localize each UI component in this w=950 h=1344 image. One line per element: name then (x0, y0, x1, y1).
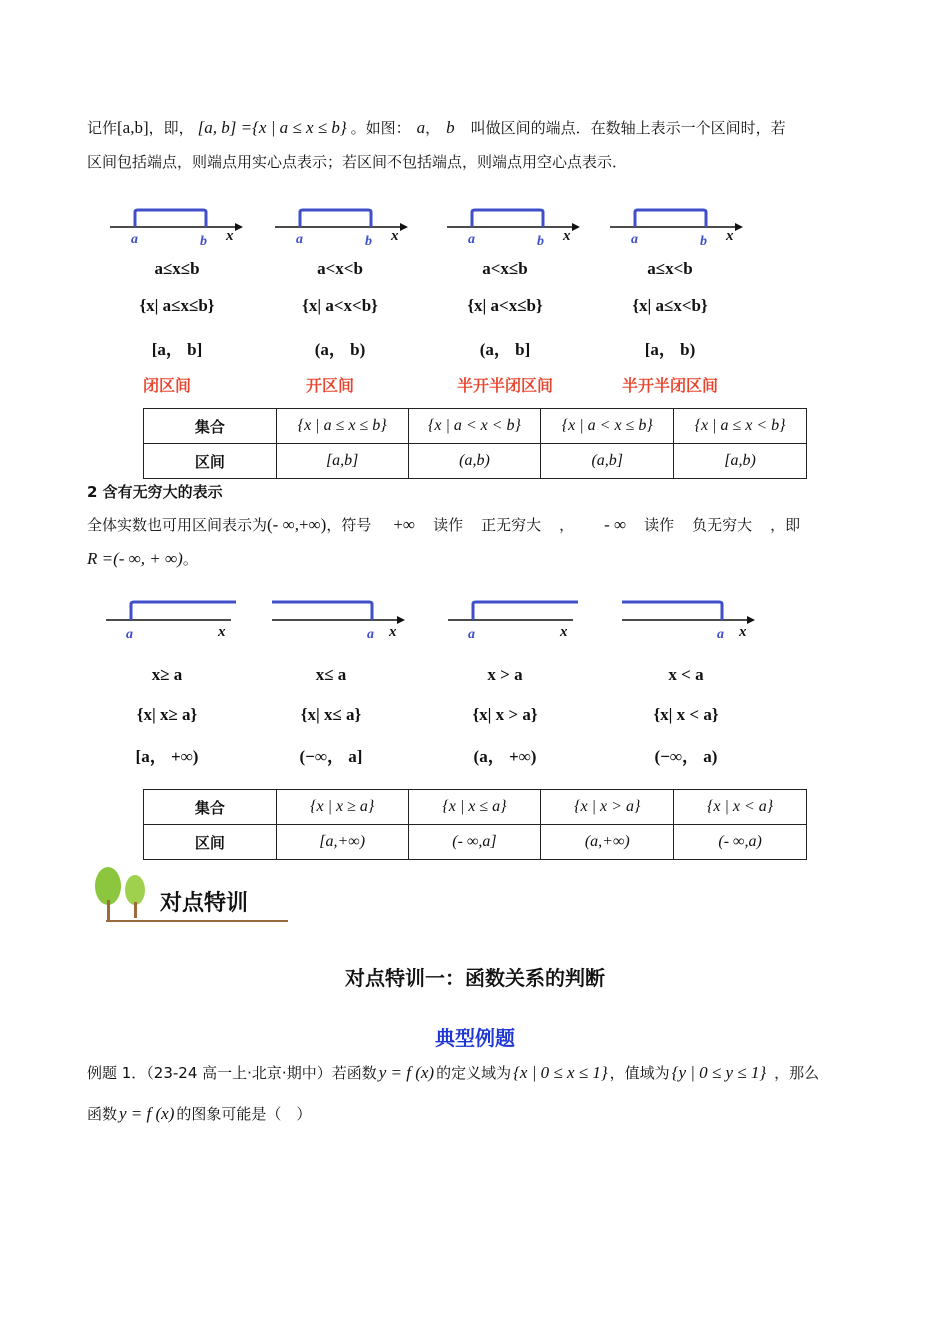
range-expr: {y | 0 ≤ y ≤ 1} (671, 1063, 767, 1082)
ray-bracket (473, 602, 578, 620)
interval-label: (−∞， a] (299, 747, 363, 766)
endpoint-a: a (416, 118, 426, 137)
ray-bracket (131, 602, 236, 620)
example-heading: 典型例题 (435, 1026, 515, 1050)
intro-line-2: 区间包括端点，则端点用实心点表示；若区间不包括端点，则端点用空心点表示． (87, 153, 628, 171)
text: 全体实数也可用区间表示为 (87, 516, 268, 534)
label-x: x (739, 624, 747, 640)
axis-arrow (735, 223, 743, 231)
table-cell: (a,b) (408, 444, 541, 479)
table-cell: {x | a ≤ x < b} (674, 409, 807, 444)
ray-bracket (272, 602, 372, 620)
finite-number-lines (100, 200, 760, 260)
function-expr: y = f (x) (119, 1104, 175, 1123)
row-label: 区间 (144, 444, 277, 479)
intro-line-1 (87, 117, 786, 139)
section-title: 对点特训一：函数关系的判断 (345, 966, 605, 990)
number-line-2 (275, 210, 408, 249)
inequality-label: a≤x<b (647, 259, 693, 278)
label-x: x (560, 624, 568, 640)
text: 的图象可能是（ ） (176, 1105, 312, 1123)
number-line-inf-3 (448, 602, 578, 642)
number-line-4 (610, 210, 743, 249)
interval-name: 开区间 (305, 376, 354, 395)
interval-label: (a， +∞) (473, 747, 537, 766)
label-b: b (200, 234, 207, 249)
table-cell: {x | x > a} (541, 790, 674, 825)
table-cell: (- ∞,a) (674, 825, 807, 860)
number-line-1 (110, 210, 243, 249)
interval-bracket (135, 210, 206, 227)
banner-underline (106, 920, 288, 922)
infinite-number-lines (100, 590, 760, 650)
table-cell: [a,b] (276, 444, 408, 479)
table-cell: {x | x ≤ a} (408, 790, 541, 825)
text: ，即 (770, 516, 801, 534)
section2-line-2 (87, 548, 198, 570)
text: 例题 1．（23-24 高一上·北京·期中）若函数 (87, 1064, 377, 1082)
axis-arrow (572, 223, 580, 231)
set-label: {x| x≤ a} (300, 705, 362, 724)
interval-expr: [a,b] (117, 118, 149, 137)
table-cell: {x | a < x < b} (408, 409, 541, 444)
table-cell: {x | x ≥ a} (276, 790, 408, 825)
symbol: - ∞ (604, 515, 627, 534)
symbol: +∞ (393, 515, 416, 534)
interval-label: (−∞， a) (654, 747, 718, 766)
number-line-3 (447, 210, 580, 249)
interval-expr: (- ∞,+∞) (267, 515, 327, 534)
label-b: b (537, 234, 544, 249)
section-heading: 2 含有无穷大的表示 (87, 483, 223, 501)
domain-expr: {x | 0 ≤ x ≤ 1} (513, 1063, 608, 1082)
axis-arrow (397, 616, 405, 624)
table-cell: (a,+∞) (541, 825, 674, 860)
label-x: x (389, 624, 397, 640)
inequality-label: a≤x≤b (154, 259, 200, 278)
set-label: {x| a<x≤b} (467, 296, 543, 315)
real-line-expr: R =(- ∞, + ∞) (87, 549, 183, 568)
text: 正无穷大 (481, 516, 542, 534)
number-line-inf-4 (622, 602, 755, 642)
label-a: a (126, 627, 133, 642)
table-cell: {x | a < x ≤ b} (541, 409, 674, 444)
table-row (144, 409, 807, 444)
set-label: {x| x > a} (472, 705, 538, 724)
intro-text: 记作 (87, 119, 118, 137)
label-a: a (468, 232, 475, 247)
ray-bracket (622, 602, 722, 620)
inequality-label: a<x≤b (482, 259, 528, 278)
text: 的定义域为 (436, 1064, 512, 1082)
table-row (144, 790, 807, 825)
label-a: a (631, 232, 638, 247)
set-label: {x| a≤x≤b} (139, 296, 215, 315)
set-label: {x| x < a} (653, 705, 719, 724)
function-expr: y = f (x) (378, 1063, 435, 1082)
text: ， (559, 516, 575, 534)
interval-name: 半开半闭区间 (621, 376, 718, 395)
intro-text: 。如图： (350, 119, 411, 137)
interval-name: 闭区间 (142, 376, 191, 395)
text: ，那么 (774, 1064, 820, 1082)
set-label: {x| a<x<b} (302, 296, 378, 315)
example-line-2 (87, 1103, 311, 1125)
label-x: x (226, 228, 234, 244)
interval-label: (a， b) (314, 340, 366, 359)
axis-arrow (235, 223, 243, 231)
intro-text: ，即， (148, 119, 194, 137)
number-line-inf-2 (272, 602, 405, 642)
section2-line-1 (87, 514, 800, 536)
row-label: 集合 (144, 790, 277, 825)
label-x: x (218, 624, 226, 640)
set-label: {x| x≥ a} (136, 705, 198, 724)
inequality-label: a<x<b (317, 259, 363, 278)
text: ，值域为 (609, 1064, 670, 1082)
label-b: b (365, 234, 372, 249)
interval-label: [a， b) (644, 340, 696, 359)
label-a: a (717, 627, 724, 642)
interval-bracket (472, 210, 543, 227)
table-cell: [a,b) (674, 444, 807, 479)
interval-label: [a， +∞) (135, 747, 199, 766)
row-label: 区间 (144, 825, 277, 860)
example-line-1 (87, 1062, 819, 1084)
intro-text: 叫做区间的端点．在数轴上表示一个区间时，若 (470, 119, 786, 137)
label-a: a (367, 627, 374, 642)
label-x: x (391, 228, 399, 244)
set-expr: [a, b] ={x | a ≤ x ≤ b} (197, 118, 347, 137)
inequality-label: x≤ a (315, 665, 347, 684)
label-a: a (131, 232, 138, 247)
banner-title: 对点特训 (160, 891, 249, 916)
table-cell: [a,+∞) (276, 825, 408, 860)
axis-arrow (400, 223, 408, 231)
table-cell: (- ∞,a] (408, 825, 541, 860)
label-b: b (700, 234, 707, 249)
inequality-label: x < a (668, 665, 704, 684)
inequality-label: x≥ a (151, 665, 183, 684)
intro-text: ， (425, 119, 441, 137)
text: 读作 (644, 516, 675, 534)
text: 读作 (433, 516, 464, 534)
endpoint-b: b (446, 118, 455, 137)
table-cell: {x | x < a} (674, 790, 807, 825)
interval-table-1 (143, 408, 807, 479)
text: ，符号 (326, 516, 372, 534)
tree-icon (90, 864, 160, 924)
text: 函数 (87, 1105, 118, 1123)
interval-table-2 (143, 789, 807, 860)
axis-arrow (747, 616, 755, 624)
banner (90, 864, 290, 924)
row-label: 集合 (144, 409, 277, 444)
table-row (144, 825, 807, 860)
interval-bracket (635, 210, 706, 227)
table-row (144, 444, 807, 479)
interval-label: [a， b] (151, 340, 203, 359)
table-cell: {x | a ≤ x ≤ b} (276, 409, 408, 444)
label-x: x (726, 228, 734, 244)
text: 。 (182, 550, 198, 568)
label-a: a (468, 627, 475, 642)
number-line-inf-1 (106, 602, 236, 642)
interval-name: 半开半闭区间 (456, 376, 553, 395)
label-x: x (563, 228, 571, 244)
text: 负无穷大 (692, 516, 753, 534)
interval-bracket (300, 210, 371, 227)
table-cell: (a,b] (541, 444, 674, 479)
set-label: {x| a≤x<b} (632, 296, 708, 315)
interval-label: (a， b] (479, 340, 531, 359)
inequality-label: x > a (487, 665, 523, 684)
label-a: a (296, 232, 303, 247)
